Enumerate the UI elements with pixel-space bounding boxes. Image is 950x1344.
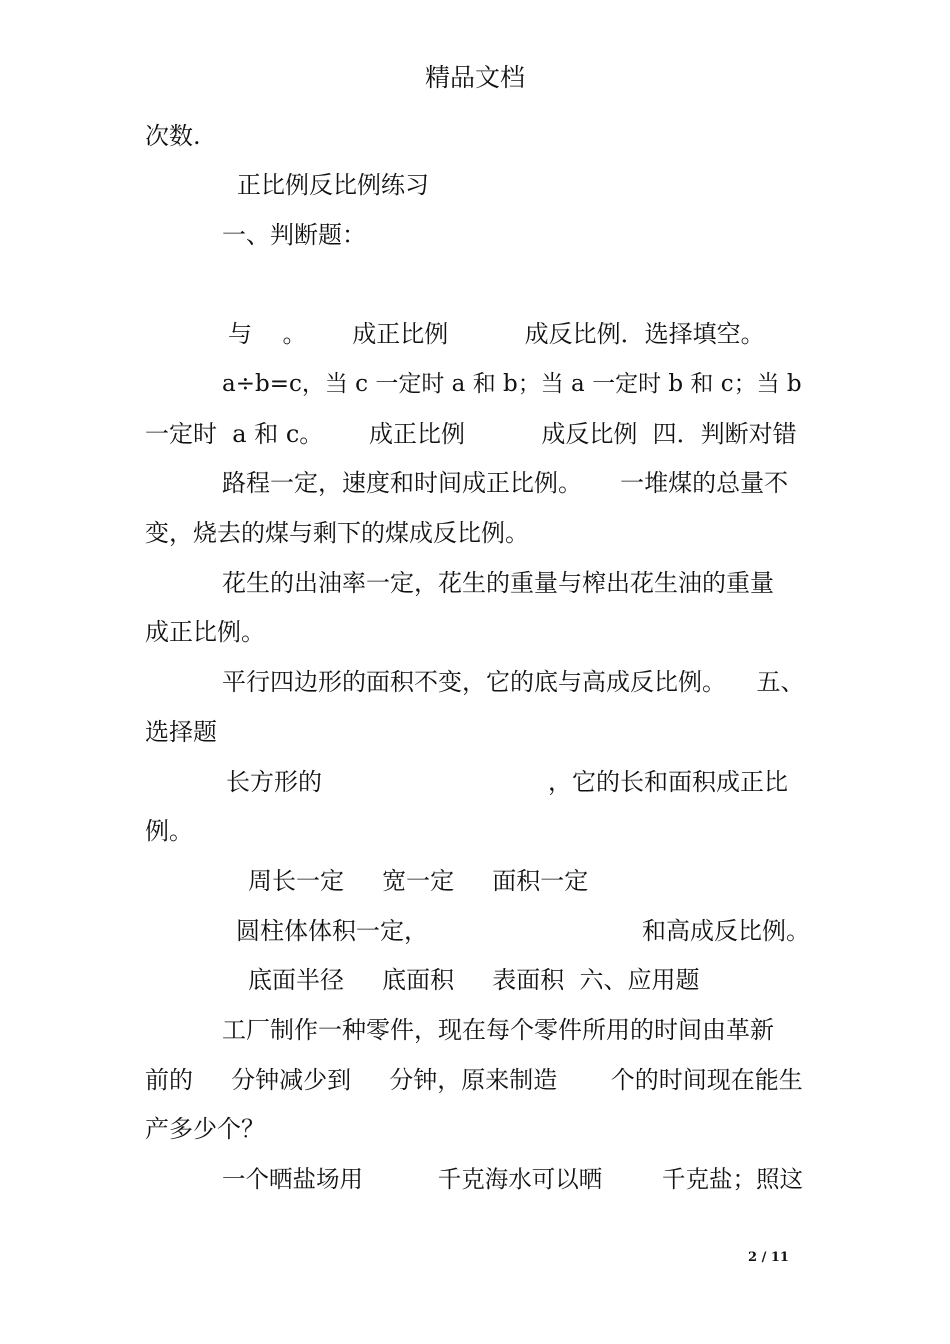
text-line: ，它的长和面积成正比 — [548, 768, 788, 796]
text-line: 变，烧去的煤与剩下的煤成反比例。 — [145, 519, 529, 547]
text-line: 选择题 — [145, 718, 217, 746]
text-line: 产多少个？ — [145, 1115, 265, 1143]
text-line: 一个晒盐场用 千克海水可以晒 千克盐；照这 — [222, 1165, 803, 1193]
text-line: 路程一定，速度和时间成正比例。 一堆煤的总量不 — [222, 469, 789, 497]
text-line: 成正比例。 — [145, 618, 265, 646]
text-line: 一定时 a 和 c。 成正比例 成反比例 四．判断对错 — [145, 420, 797, 448]
text-line: 次数. — [145, 122, 201, 150]
text-line: 花生的出油率一定，花生的重量与榨出花生油的重量 — [222, 569, 774, 597]
page-number: 2 / 11 — [748, 1250, 789, 1265]
text-line: 长方形的 — [226, 768, 322, 796]
page-header-title: 精品文档 — [425, 63, 526, 92]
choice-options: 底面半径 底面积 表面积 六、应用题 — [248, 966, 700, 994]
text-line: 例。 — [145, 817, 193, 845]
text-line: 平行四边形的面积不变，它的底与高成反比例。 五、 — [222, 668, 805, 696]
choice-options: 周长一定 宽一定 面积一定 — [248, 867, 589, 895]
text-line: 圆柱体体积一定， — [236, 917, 428, 945]
section-title: 正比例反比例练习 — [237, 171, 429, 199]
text-line: 前的 分钟减少到 分钟，原来制造 个的时间现在能生 — [145, 1066, 803, 1094]
section-heading: 一、判断题： — [222, 221, 366, 249]
text-line: a÷b=c，当 c 一定时 a 和 b；当 a 一定时 b 和 c；当 b — [222, 371, 802, 397]
text-line: 工厂制作一种零件，现在每个零件所用的时间由革新 — [222, 1016, 774, 1044]
text-line: 与 。 成正比例 成反比例．选择填空。 — [228, 320, 765, 348]
text-line: 和高成反比例。 — [642, 917, 810, 945]
